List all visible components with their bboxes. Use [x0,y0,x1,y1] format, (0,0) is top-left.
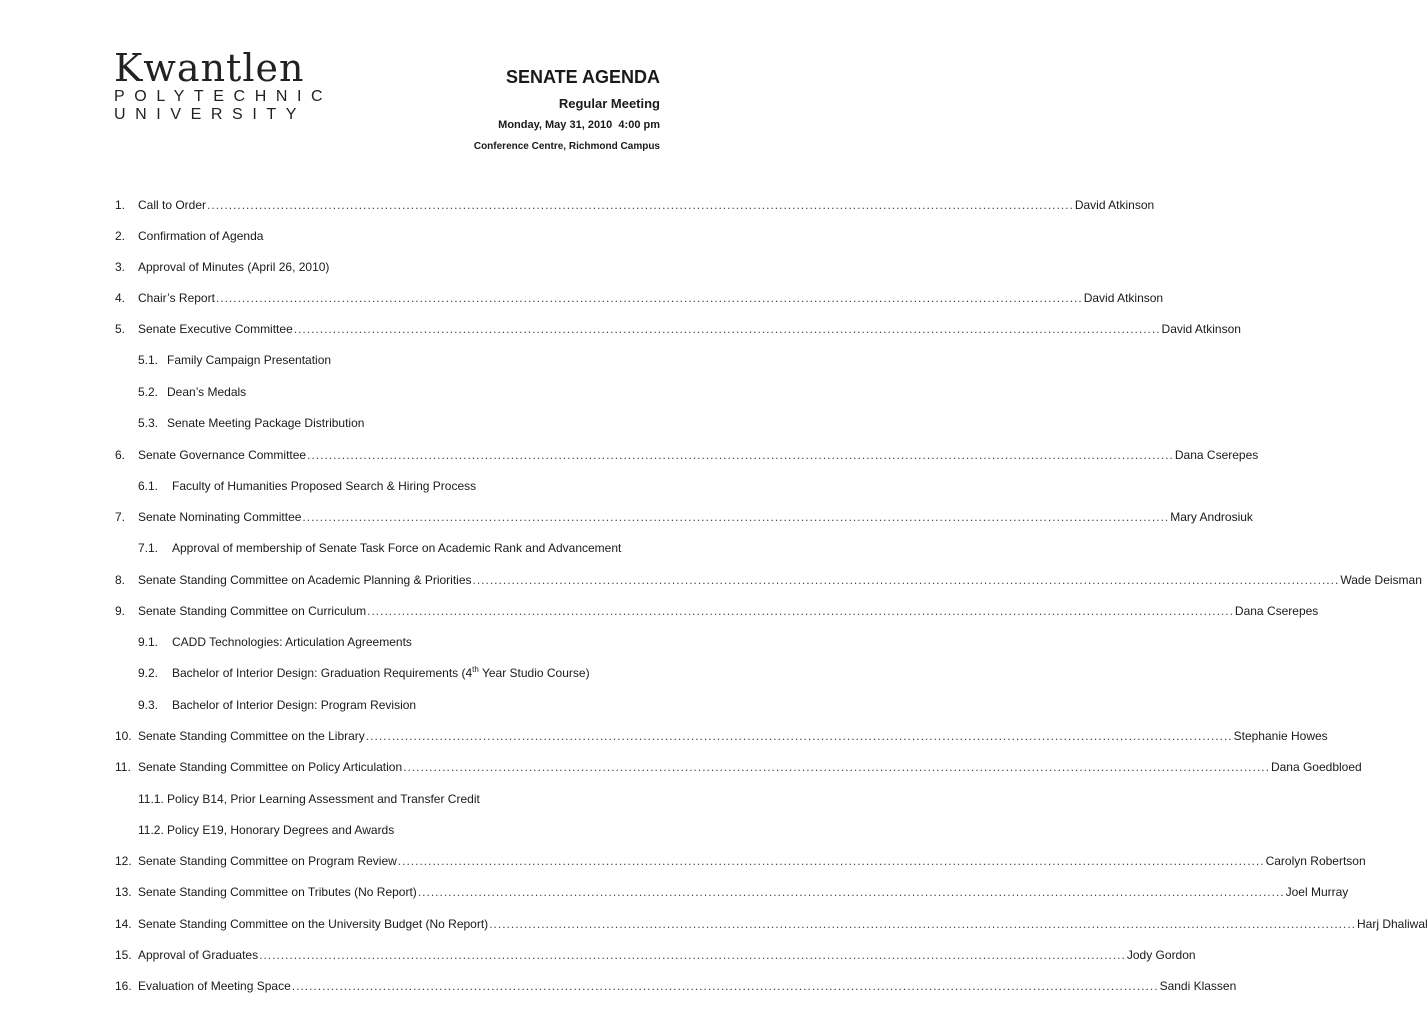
item-presenter: Dana Cserepes [1234,604,1319,618]
agenda-item [115,946,1196,964]
leader-dots: ........................................................................................................................................................................................................ [291,979,1159,993]
item-presenter: David Atkinson [1074,198,1155,212]
subitem-title: Bachelor of Interior Design: Program Revision [172,698,417,712]
subitem-number: 9.2. [138,666,159,680]
agenda-item [115,727,1328,745]
agenda-subitem [138,633,412,651]
item-title: Senate Standing Committee on the University Budget (No Report) [138,917,489,931]
subitem-title: Policy B14, Prior Learning Assessment and Transfer Credit [167,792,480,806]
agenda-subitem [138,664,590,682]
leader-dots: ........................................................................................................................................................................................................ [472,573,1340,587]
item-title: Call to Order [138,198,207,212]
meeting-date: Monday, May 31, 2010 [498,119,613,131]
meeting-time: 4:00 pm [618,119,660,131]
item-title: Confirmation of Agenda [138,229,264,243]
subitem-title: Family Campaign Presentation [167,353,332,367]
subitem-title: Policy E19, Honorary Degrees and Awards [167,823,395,837]
item-title: Senate Nominating Committee [138,510,302,524]
agenda-subitem [138,821,394,839]
agenda-subitem [138,383,246,401]
item-title: Senate Executive Committee [138,322,293,336]
item-number: 4. [115,291,126,305]
agenda-subitem [138,477,476,495]
subitem-title: CADD Technologies: Articulation Agreements [172,635,412,649]
subitem-number: 11.2. [138,823,164,837]
item-title: Evaluation of Meeting Space [138,979,291,993]
item-title: Senate Standing Committee on the Library [138,729,365,743]
item-title: Senate Governance Committee [138,448,307,462]
subitem-title: Dean’s Medals [167,385,247,399]
agenda-item [115,758,1362,776]
agenda-title: SENATE AGENDA [505,67,660,87]
item-number: 9. [115,604,126,618]
item-number: 16. [115,979,132,993]
item-presenter: Harj Dhaliwal [1356,917,1428,931]
agenda-item [115,852,1366,870]
subitem-title: Approval of membership of Senate Task Force on Academic Rank and Advancement [172,541,622,555]
agenda-subitem [138,790,480,808]
agenda-item [115,915,1428,933]
item-title: Senate Standing Committee on Tributes (No Report) [138,885,417,899]
agenda-subitem [138,351,331,369]
subitem-number: 5.3. [138,416,159,430]
item-number: 14. [115,917,132,931]
item-title: Chair’s Report [138,291,215,305]
item-presenter: Mary Androsiuk [1170,510,1253,524]
item-number: 7. [115,510,126,524]
item-title: Approval of Minutes (April 26, 2010) [138,260,330,274]
agenda-item [115,258,660,276]
item-title: Senate Standing Committee on Academic Planning & Priorities [138,573,472,587]
leader-dots: ........................................................................................................................................................................................................ [215,291,1083,305]
item-title: Approval of Graduates [138,948,259,962]
subitem-title: Faculty of Humanities Proposed Search & Hiring Process [172,479,477,493]
agenda-item [115,289,1164,307]
leader-dots: ........................................................................................................................................................................................................ [397,854,1265,868]
leader-dots: ........................................................................................................................................................................................................ [307,448,1174,462]
item-number: 6. [115,448,126,462]
leader-dots: ........................................................................................................................................................................................................ [302,510,1170,524]
agenda-item [115,571,1422,589]
leader-dots: ........................................................................................................................................................................................................ [403,760,1270,774]
logo-wordmark: Kwantlen [114,46,305,90]
agenda-item [115,508,1253,526]
item-number: 15. [115,948,132,962]
leader-dots: ........................................................................................................................................................................................................ [207,198,1074,212]
item-presenter: Stephanie Howes [1233,729,1328,743]
leader-dots: ........................................................................................................................................................................................................ [417,885,1285,899]
leader-dots: ........................................................................................................................................................................................................ [293,322,1161,336]
agenda-item [115,602,1319,620]
agenda-item [115,446,1259,464]
subitem-title: Senate Meeting Package Distribution [167,416,365,430]
leader-dots: ........................................................................................................................................................................................................ [367,604,1234,618]
item-number: 8. [115,573,126,587]
item-number: 13. [115,885,132,899]
item-title: Senate Standing Committee on Program Review [138,854,397,868]
item-number: 10. [115,729,132,743]
subitem-number: 5.1. [138,353,159,367]
item-title: Senate Standing Committee on Curriculum [138,604,367,618]
agenda-item [115,977,1237,995]
agenda-subitem [138,696,416,714]
item-presenter: Dana Cserepes [1174,448,1259,462]
item-title: Senate Standing Committee on Policy Articulation [138,760,403,774]
item-presenter: Carolyn Robertson [1265,854,1366,868]
agenda-subitem [138,414,364,432]
subitem-number: 6.1. [138,479,159,493]
item-number: 12. [115,854,132,868]
subitem-number: 9.3. [138,698,159,712]
item-presenter: David Atkinson [1161,322,1241,336]
subitem-number: 7.1. [138,541,159,555]
agenda-item [115,196,1155,214]
subitem-title: Bachelor of Interior Design: Graduation Requirements (4th Year Studio Course) [172,665,590,680]
item-number: 1. [115,198,126,212]
subitem-number: 5.2. [138,385,159,399]
item-presenter: Dana Goedbloed [1270,760,1362,774]
item-number: 3. [115,260,126,274]
agenda-subitem [138,539,621,557]
item-number: 5. [115,322,126,336]
leader-dots: ........................................................................................................................................................................................................ [489,917,1356,931]
item-presenter: Sandi Klassen [1159,979,1237,993]
leader-dots: ........................................................................................................................................................................................................ [259,948,1126,962]
item-presenter: Jody Gordon [1126,948,1196,962]
leader-dots: ........................................................................................................................................................................................................ [365,729,1233,743]
meeting-type: Regular Meeting [558,96,660,111]
item-number: 2. [115,229,126,243]
item-presenter: Wade Deisman [1340,573,1422,587]
agenda-item [115,320,1241,338]
item-presenter: David Atkinson [1083,291,1164,305]
agenda-item [115,883,1349,901]
logo-line-university: UNIVERSITY [114,106,307,123]
subitem-number: 11.1. [138,792,164,806]
agenda-item [115,227,660,245]
subitem-number: 9.1. [138,635,159,649]
item-presenter: Joel Murray [1285,885,1349,899]
meeting-location: Conference Centre, Richmond Campus [473,141,660,152]
item-number: 11. [115,760,131,774]
logo-line-polytechnic: POLYTECHNIC [114,88,333,105]
